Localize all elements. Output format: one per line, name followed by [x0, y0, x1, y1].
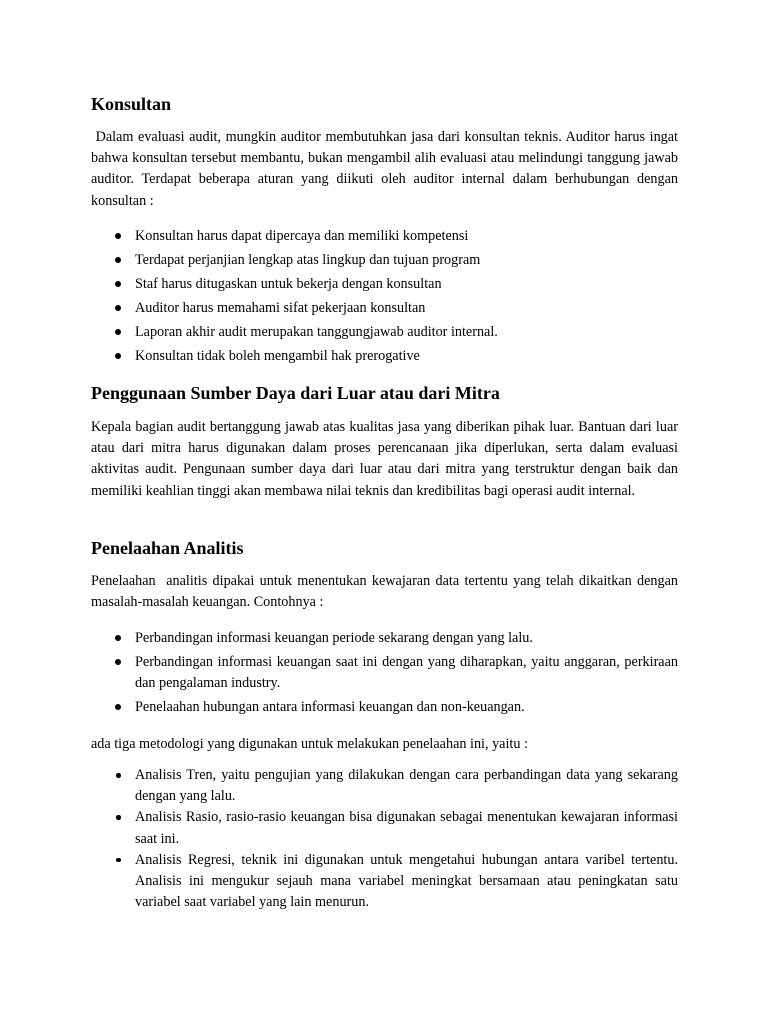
list-item: Penelaahan hubungan antara informasi keuangan dan non-keuangan. — [91, 697, 678, 718]
heading-konsultan: Konsultan — [91, 94, 172, 114]
list-item: Staf harus ditugaskan untuk bekerja dengan konsultan — [91, 274, 678, 295]
bullet-list-metodologi — [91, 765, 678, 913]
bullet-list-contoh — [91, 628, 678, 721]
list-item: Terdapat perjanjian lengkap atas lingkup dan tujuan program — [91, 250, 678, 271]
heading-penelaahan-analitis: Penelaahan Analitis — [91, 538, 244, 558]
list-item: Konsultan harus dapat dipercaya dan memiliki kompetensi — [91, 226, 678, 247]
bullet-list-konsultan — [91, 226, 678, 371]
list-item: Analisis Regresi, teknik ini digunakan untuk mengetahui hubungan antara varibel tertentu. Analisis ini mengukur sejauh mana variabel meningkat bersamaan atau peningkatan satu variabel saat variabel yang lain menurun. — [91, 850, 678, 914]
list-item: Perbandingan informasi keuangan saat ini dengan yang diharapkan, yaitu anggaran, perkiraan dan pengalaman industry. — [91, 652, 678, 694]
list-item: Analisis Tren, yaitu pengujian yang dilakukan dengan cara perbandingan data yang sekarang dengan yang lalu. — [91, 765, 678, 807]
paragraph-penelaahan-analitis: Penelaahan analitis dipakai untuk menentukan kewajaran data tertentu yang telah dikaitkan dengan masalah-masalah keuangan. Contohnya : — [91, 573, 682, 611]
paragraph-metodologi: ada tiga metodologi yang digunakan untuk melakukan penelaahan ini, yaitu : — [91, 736, 528, 752]
list-item: Perbandingan informasi keuangan periode sekarang dengan yang lalu. — [91, 628, 678, 649]
list-item: Auditor harus memahami sifat pekerjaan konsultan — [91, 298, 678, 319]
paragraph-sumber-daya: Kepala bagian audit bertanggung jawab atas kualitas jasa yang diberikan pihak luar. Bantuan dari luar atau dari mitra harus digunakan dalam proses perencanaan jika diperlukan, serta dalam evaluasi aktivitas audit. Pengunaan sumber daya dari luar atau dari mitra yang terstruktur dengan baik dan memiliki keahlian tinggi akan membawa nilai teknis dan kredibilitas bagi operasi audit internal. — [91, 419, 678, 499]
heading-sumber-daya: Penggunaan Sumber Daya dari Luar atau dari Mitra — [91, 383, 500, 403]
list-item: Konsultan tidak boleh mengambil hak prerogative — [91, 346, 678, 367]
list-item: Analisis Rasio, rasio-rasio keuangan bisa digunakan sebagai menentukan kewajaran informasi saat ini. — [91, 807, 678, 849]
list-item: Laporan akhir audit merupakan tanggungjawab auditor internal. — [91, 322, 678, 343]
paragraph-konsultan: Dalam evaluasi audit, mungkin auditor membutuhkan jasa dari konsultan teknis. Auditor harus ingat bahwa konsultan tersebut membantu, bukan mengambil alih evaluasi atau melindungi tanggung jawab auditor. Terdapat beberapa aturan yang diikuti oleh auditor internal dalam berhubungan dengan konsultan : — [91, 129, 682, 209]
